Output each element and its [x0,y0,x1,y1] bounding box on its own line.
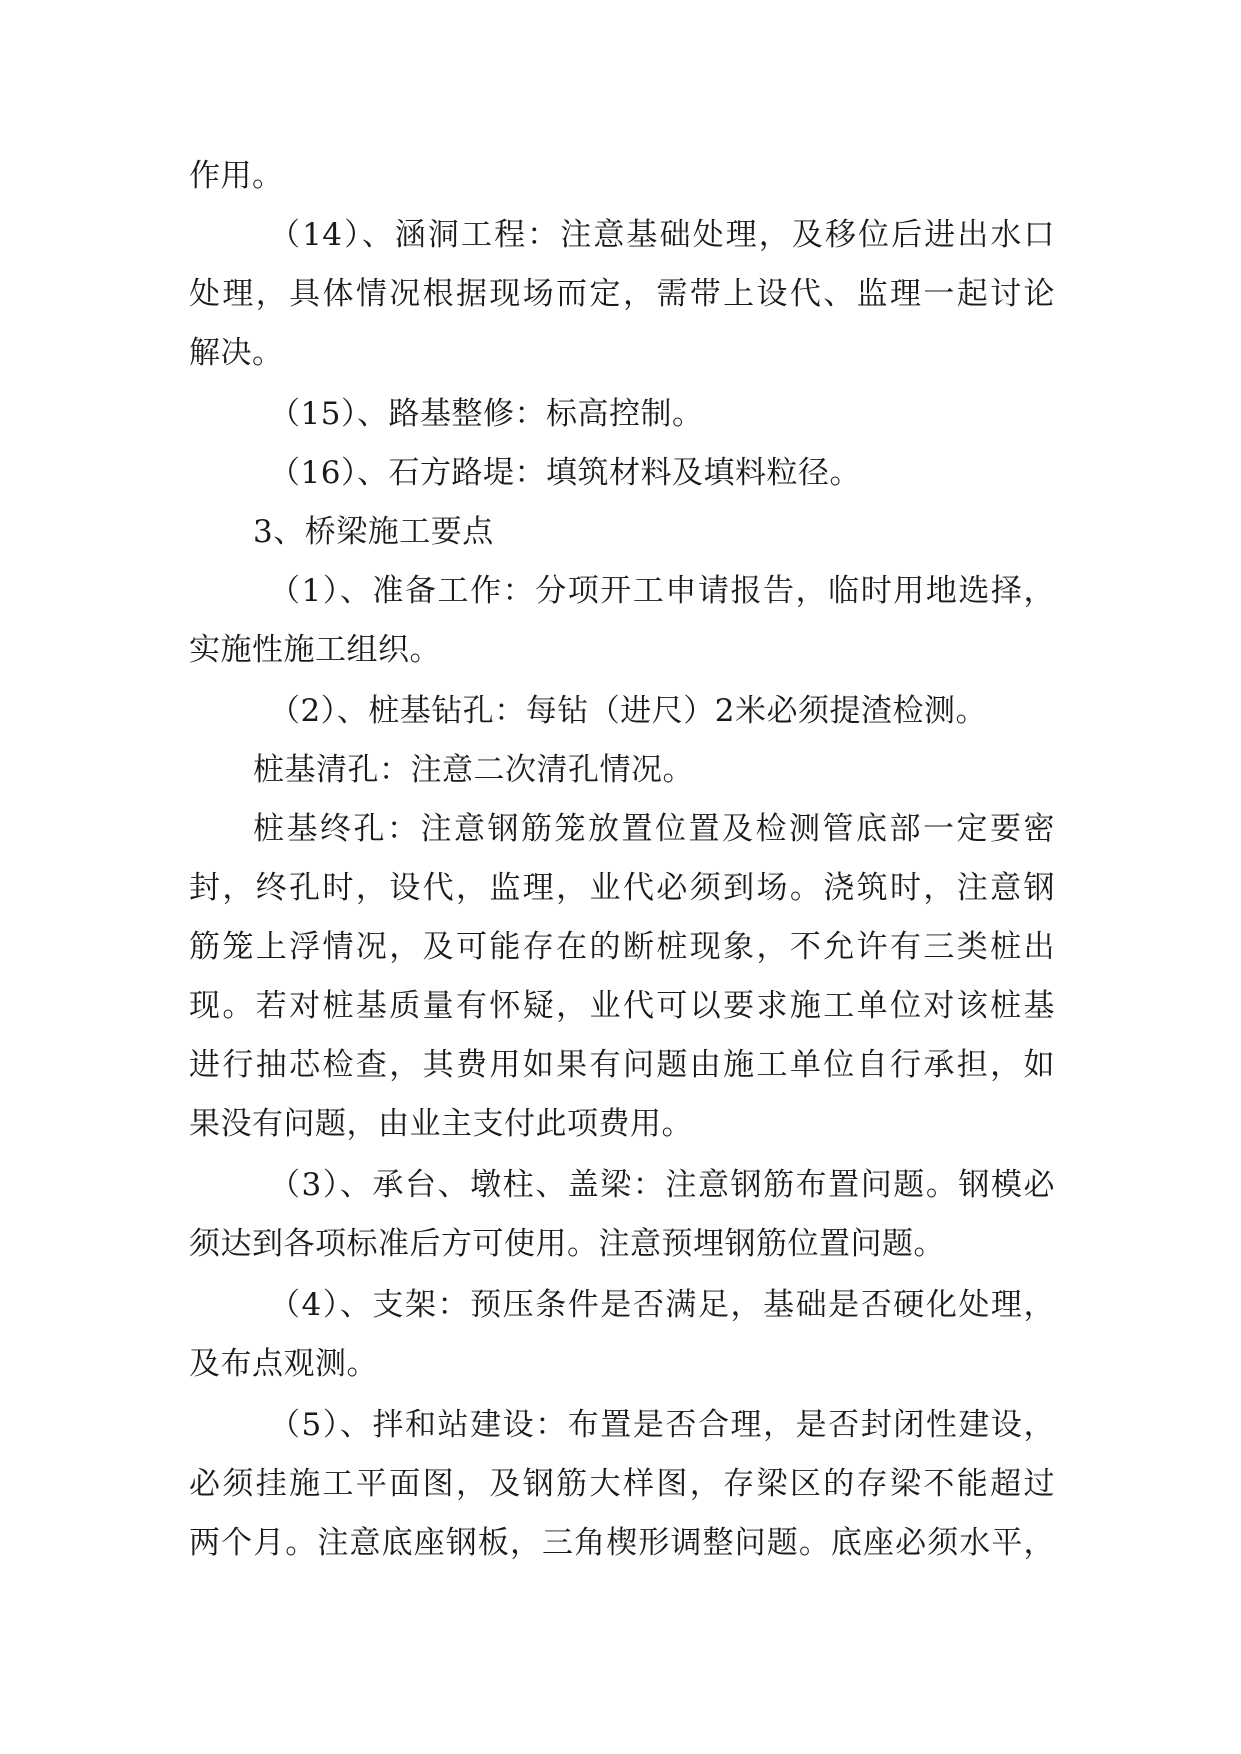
text-line: 须达到各项标准后方可使用。注意预埋钢筋位置问题。 [189,1226,945,1262]
section-heading: 3、桥梁施工要点 [253,514,494,550]
pile-final-line-1: 桩基终孔：注意钢筋笼放置位置及检测管底部一定要密 [253,811,1055,847]
document-body [189,155,1055,1564]
text-line: 两个月。注意底座钢板，三角楔形调整问题。底座必须水平， [189,1525,1055,1561]
text-line: 实施性施工组织。 [189,632,441,668]
paragraph-1-line-1: （1）、准备工作：分项开工申请报告，临时用地选择， [269,573,1055,609]
text-line: 现。若对桩基质量有怀疑，业代可以要求施工单位对该桩基 [189,988,1055,1024]
text-line: 作用。 [189,158,284,194]
text-line: 封，终孔时，设代，监理，业代必须到场。浇筑时，注意钢 [189,870,1055,906]
paragraph-16: （16）、石方路堤：填筑材料及填料粒径。 [269,455,861,491]
text-line: 必须挂施工平面图，及钢筋大样图，存梁区的存梁不能超过 [189,1466,1055,1502]
paragraph-3-line-1: （3）、承台、墩柱、盖梁：注意钢筋布置问题。钢模必 [269,1167,1055,1203]
text-line: 果没有问题，由业主支付此项费用。 [189,1106,693,1142]
text-line: 处理，具体情况根据现场而定，需带上设代、监理一起讨论 [189,276,1055,312]
paragraph-5-line-1: （5）、拌和站建设：布置是否合理，是否封闭性建设， [269,1407,1055,1443]
paragraph-14-line-1: （14）、涵洞工程：注意基础处理，及移位后进出水口 [269,217,1055,253]
paragraph-4-line-1: （4）、支架：预压条件是否满足，基础是否硬化处理， [269,1287,1055,1323]
text-line: 及布点观测。 [189,1346,378,1382]
text-line: 解决。 [189,335,284,371]
text-line: 筋笼上浮情况，及可能存在的断桩现象，不允许有三类桩出 [189,929,1055,965]
paragraph-15: （15）、路基整修：标高控制。 [269,396,704,432]
pile-cleaning-line: 桩基清孔：注意二次清孔情况。 [253,752,694,788]
paragraph-2: （2）、桩基钻孔：每钻（进尺）2米必须提渣检测。 [269,693,987,729]
text-line: 进行抽芯检查，其费用如果有问题由施工单位自行承担，如 [189,1047,1055,1083]
